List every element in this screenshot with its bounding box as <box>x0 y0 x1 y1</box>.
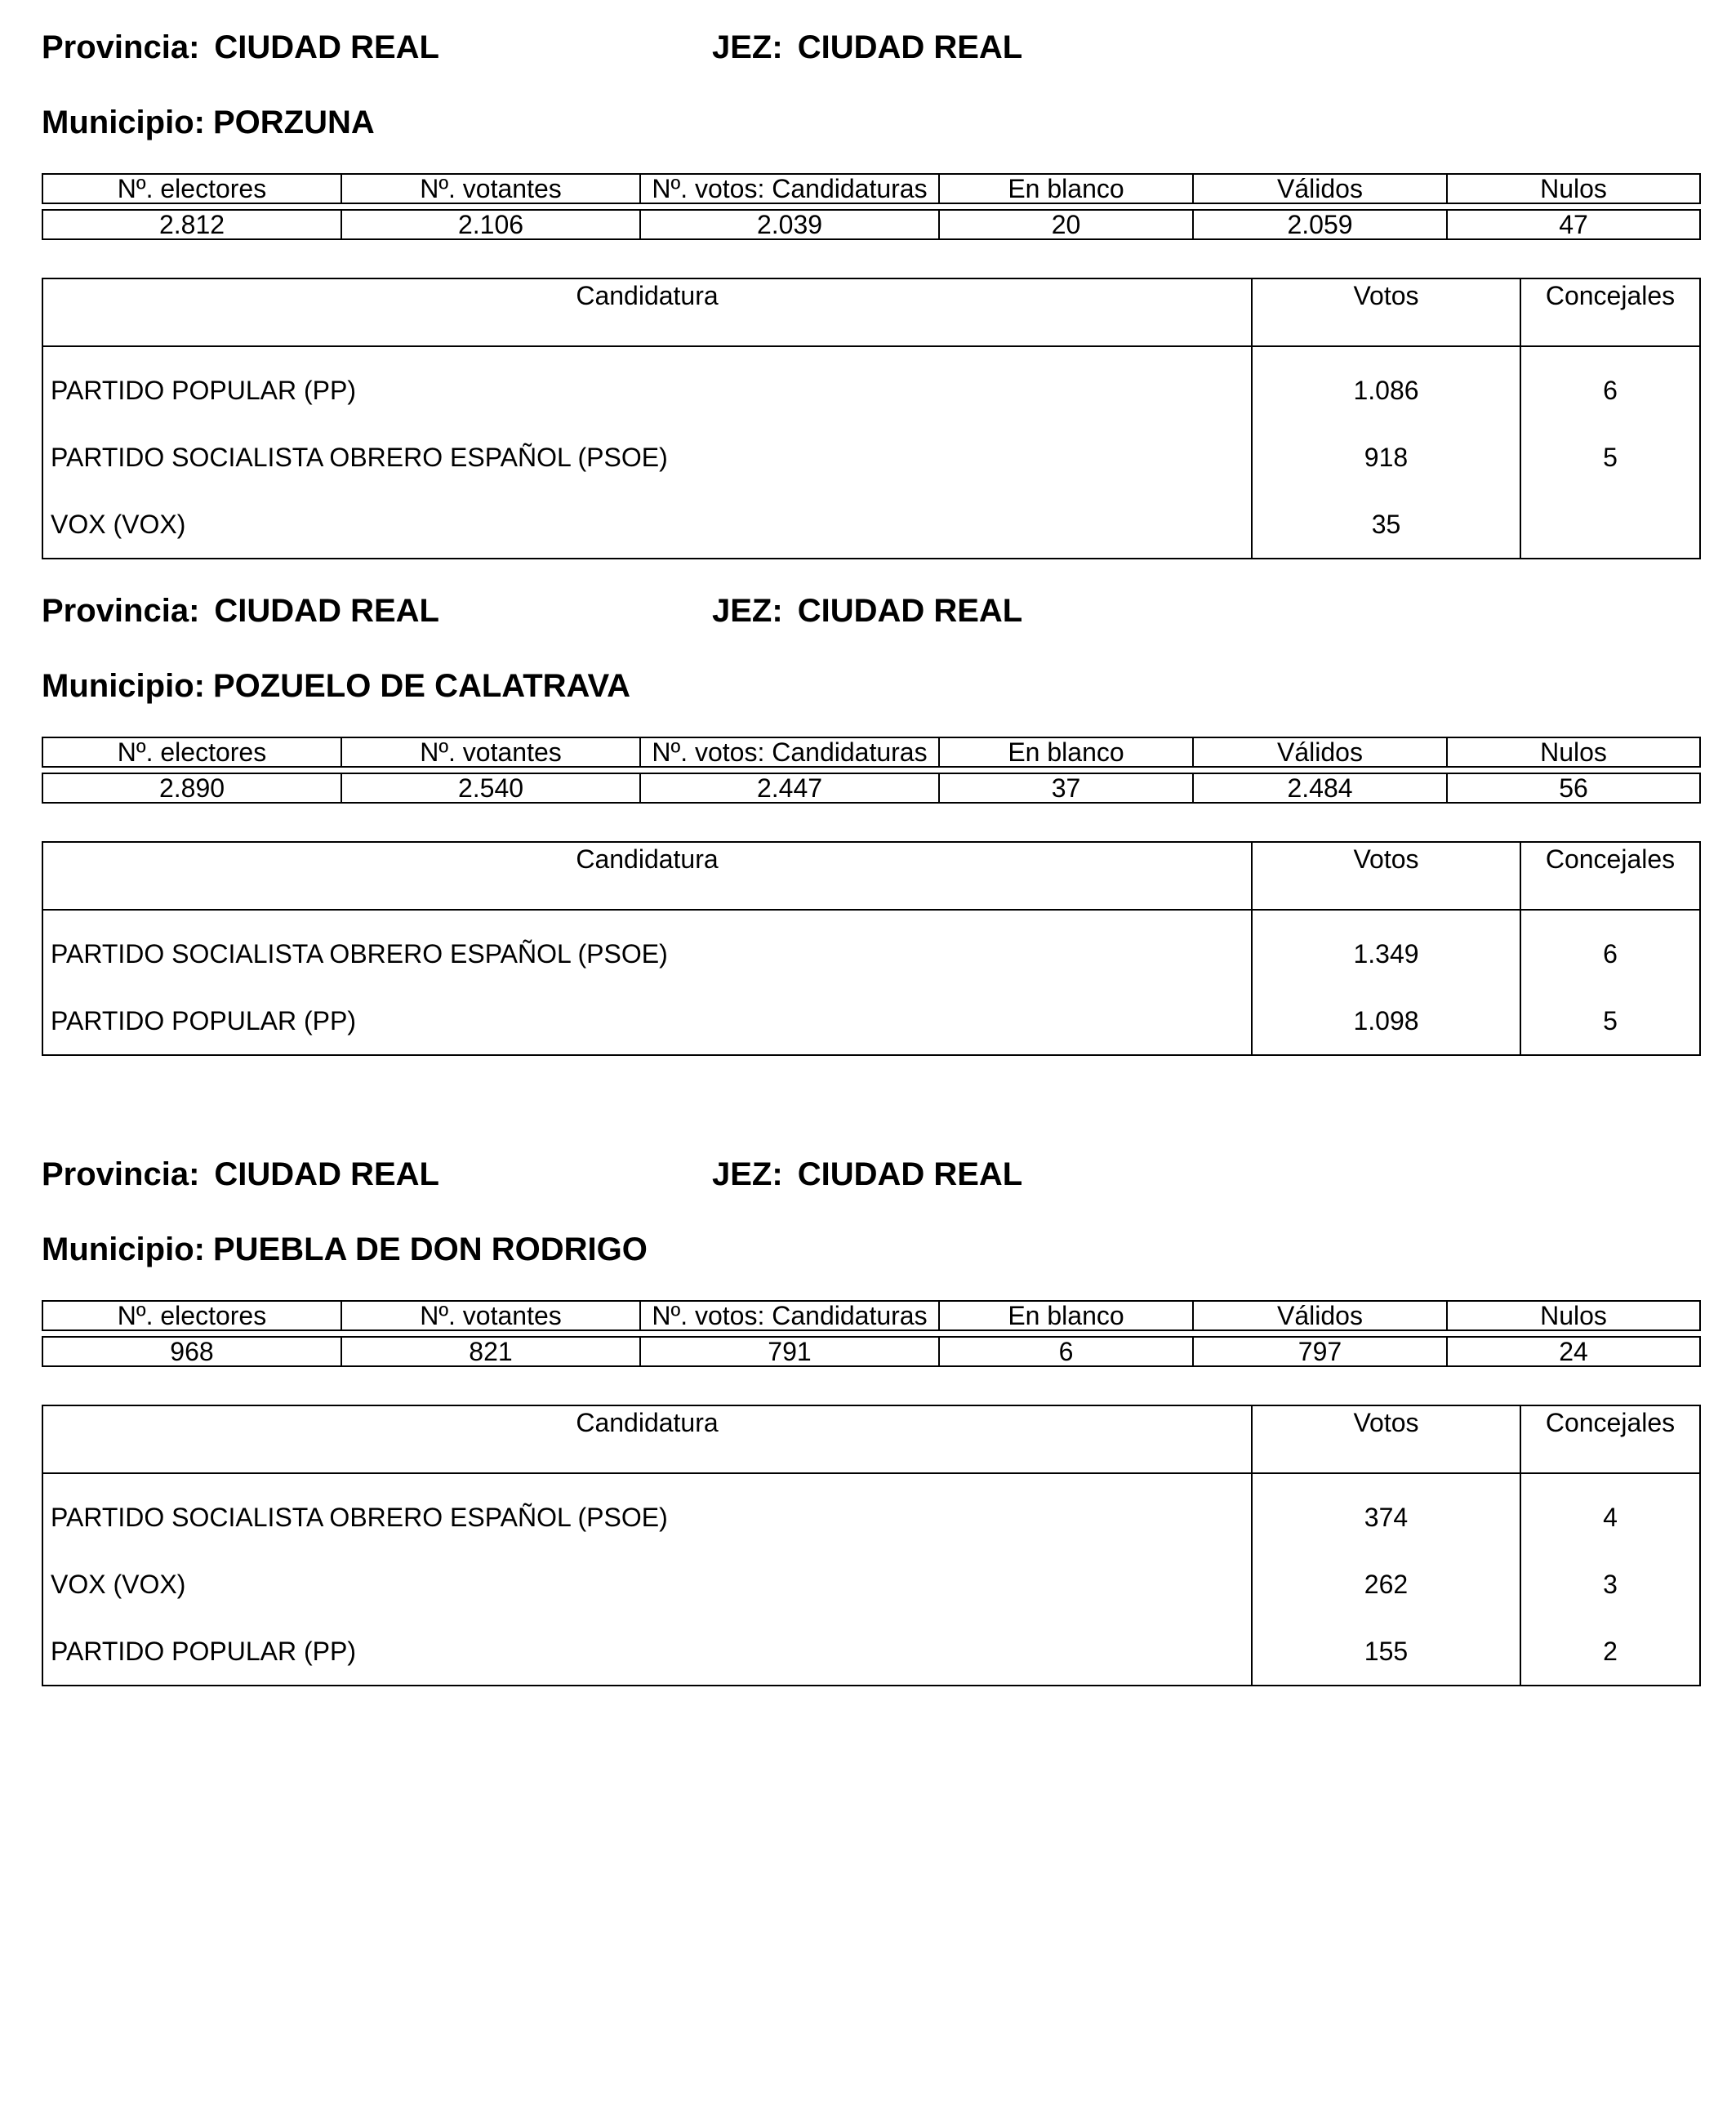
candidatura-concejales: 4 <box>1520 1473 1700 1551</box>
candidatura-name: PARTIDO POPULAR (PP) <box>42 346 1252 424</box>
header-concejales: Concejales <box>1520 1405 1700 1473</box>
stats-value-row <box>42 773 1700 803</box>
candidatura-name: PARTIDO SOCIALISTA OBRERO ESPAÑOL (PSOE) <box>42 910 1252 987</box>
stats-validos: 2.059 <box>1193 210 1447 239</box>
stats-table <box>42 737 1701 804</box>
provincia-value: CIUDAD REAL <box>214 593 439 629</box>
stats-header-row <box>42 1301 1700 1330</box>
municipio-value: POZUELO DE CALATRAVA <box>212 668 631 704</box>
stats-header-nulos: Nulos <box>1447 174 1700 203</box>
stats-validos: 797 <box>1193 1337 1447 1366</box>
stats-table <box>42 1300 1701 1367</box>
candidatura-concejales: 5 <box>1520 987 1700 1055</box>
stats-value-row <box>42 210 1700 239</box>
header-votos: Votos <box>1252 842 1520 910</box>
stats-electores: 2.812 <box>42 210 341 239</box>
candidatura-concejales: 3 <box>1520 1551 1700 1618</box>
stats-nulos: 24 <box>1447 1337 1700 1366</box>
header-concejales: Concejales <box>1520 278 1700 346</box>
candidatura-concejales: 5 <box>1520 424 1700 491</box>
stats-blanco: 20 <box>939 210 1193 239</box>
stats-header-row <box>42 737 1700 767</box>
table-row <box>42 1618 1700 1686</box>
stats-header-candidaturas: Nº. votos: Candidaturas <box>640 1301 939 1330</box>
table-row <box>42 1473 1700 1551</box>
candidatura-name: PARTIDO SOCIALISTA OBRERO ESPAÑOL (PSOE) <box>42 1473 1252 1551</box>
jez-value: CIUDAD REAL <box>797 593 1023 629</box>
stats-header-nulos: Nulos <box>1447 737 1700 767</box>
stats-header-electores: Nº. electores <box>42 737 341 767</box>
stats-header-row <box>42 174 1700 203</box>
candidaturas-header-row <box>42 842 1700 910</box>
provincia-label: Provincia: <box>42 1156 200 1192</box>
provincia-header <box>42 591 439 630</box>
header-candidatura: Candidatura <box>42 1405 1252 1473</box>
jez-label: JEZ: <box>712 29 783 65</box>
stats-electores: 2.890 <box>42 773 341 803</box>
stats-header-validos: Válidos <box>1193 174 1447 203</box>
stats-header-blanco: En blanco <box>939 737 1193 767</box>
table-row <box>42 987 1700 1055</box>
candidatura-votos: 155 <box>1252 1618 1520 1686</box>
provincia-value: CIUDAD REAL <box>214 1156 439 1192</box>
municipio-label: Municipio: <box>42 105 205 140</box>
stats-header-blanco: En blanco <box>939 174 1193 203</box>
stats-votantes: 2.106 <box>341 210 640 239</box>
header-votos: Votos <box>1252 278 1520 346</box>
table-row <box>42 346 1700 424</box>
municipio-header <box>42 1230 648 1269</box>
candidatura-name: VOX (VOX) <box>42 1551 1252 1618</box>
candidatura-votos: 262 <box>1252 1551 1520 1618</box>
candidatura-name: PARTIDO POPULAR (PP) <box>42 1618 1252 1686</box>
candidatura-votos: 35 <box>1252 491 1520 559</box>
jez-header <box>712 591 1022 630</box>
stats-header-validos: Válidos <box>1193 1301 1447 1330</box>
provincia-label: Provincia: <box>42 593 200 629</box>
header-candidatura: Candidatura <box>42 842 1252 910</box>
stats-votantes: 2.540 <box>341 773 640 803</box>
provincia-value: CIUDAD REAL <box>214 29 439 65</box>
candidatura-concejales: 2 <box>1520 1618 1700 1686</box>
stats-header-nulos: Nulos <box>1447 1301 1700 1330</box>
candidaturas-header-row <box>42 1405 1700 1473</box>
stats-candidaturas: 2.447 <box>640 773 939 803</box>
jez-value: CIUDAD REAL <box>797 1156 1023 1192</box>
jez-label: JEZ: <box>712 1156 783 1192</box>
candidaturas-table <box>42 1405 1701 1686</box>
stats-votantes: 821 <box>341 1337 640 1366</box>
candidatura-votos: 918 <box>1252 424 1520 491</box>
stats-candidaturas: 791 <box>640 1337 939 1366</box>
municipio-label: Municipio: <box>42 668 205 704</box>
municipio-value: PUEBLA DE DON RODRIGO <box>212 1231 648 1267</box>
stats-blanco: 6 <box>939 1337 1193 1366</box>
stats-candidaturas: 2.039 <box>640 210 939 239</box>
municipio-label: Municipio: <box>42 1231 205 1267</box>
stats-header-votantes: Nº. votantes <box>341 737 640 767</box>
header-concejales: Concejales <box>1520 842 1700 910</box>
table-row <box>42 424 1700 491</box>
stats-header-candidaturas: Nº. votos: Candidaturas <box>640 174 939 203</box>
municipio-header <box>42 103 375 142</box>
candidatura-name: PARTIDO POPULAR (PP) <box>42 987 1252 1055</box>
stats-electores: 968 <box>42 1337 341 1366</box>
candidaturas-table <box>42 278 1701 559</box>
candidatura-concejales: 6 <box>1520 346 1700 424</box>
candidatura-name: PARTIDO SOCIALISTA OBRERO ESPAÑOL (PSOE) <box>42 424 1252 491</box>
stats-blanco: 37 <box>939 773 1193 803</box>
municipio-value: PORZUNA <box>212 105 375 140</box>
candidatura-concejales <box>1520 491 1700 559</box>
table-row <box>42 1551 1700 1618</box>
stats-header-blanco: En blanco <box>939 1301 1193 1330</box>
provincia-label: Provincia: <box>42 29 200 65</box>
candidatura-votos: 1.086 <box>1252 346 1520 424</box>
candidatura-votos: 1.098 <box>1252 987 1520 1055</box>
jez-header <box>712 28 1022 67</box>
stats-header-votantes: Nº. votantes <box>341 1301 640 1330</box>
table-row <box>42 910 1700 987</box>
candidatura-concejales: 6 <box>1520 910 1700 987</box>
provincia-header <box>42 28 439 67</box>
candidaturas-table <box>42 841 1701 1056</box>
candidatura-votos: 374 <box>1252 1473 1520 1551</box>
header-votos: Votos <box>1252 1405 1520 1473</box>
jez-label: JEZ: <box>712 593 783 629</box>
stats-validos: 2.484 <box>1193 773 1447 803</box>
municipio-header <box>42 666 630 706</box>
stats-header-candidaturas: Nº. votos: Candidaturas <box>640 737 939 767</box>
stats-header-electores: Nº. electores <box>42 1301 341 1330</box>
provincia-header <box>42 1155 439 1194</box>
candidaturas-header-row <box>42 278 1700 346</box>
candidatura-votos: 1.349 <box>1252 910 1520 987</box>
stats-header-validos: Válidos <box>1193 737 1447 767</box>
jez-value: CIUDAD REAL <box>797 29 1023 65</box>
header-candidatura: Candidatura <box>42 278 1252 346</box>
stats-header-electores: Nº. electores <box>42 174 341 203</box>
stats-header-votantes: Nº. votantes <box>341 174 640 203</box>
stats-nulos: 47 <box>1447 210 1700 239</box>
stats-value-row <box>42 1337 1700 1366</box>
stats-nulos: 56 <box>1447 773 1700 803</box>
table-row <box>42 491 1700 559</box>
stats-table <box>42 173 1701 240</box>
jez-header <box>712 1155 1022 1194</box>
candidatura-name: VOX (VOX) <box>42 491 1252 559</box>
